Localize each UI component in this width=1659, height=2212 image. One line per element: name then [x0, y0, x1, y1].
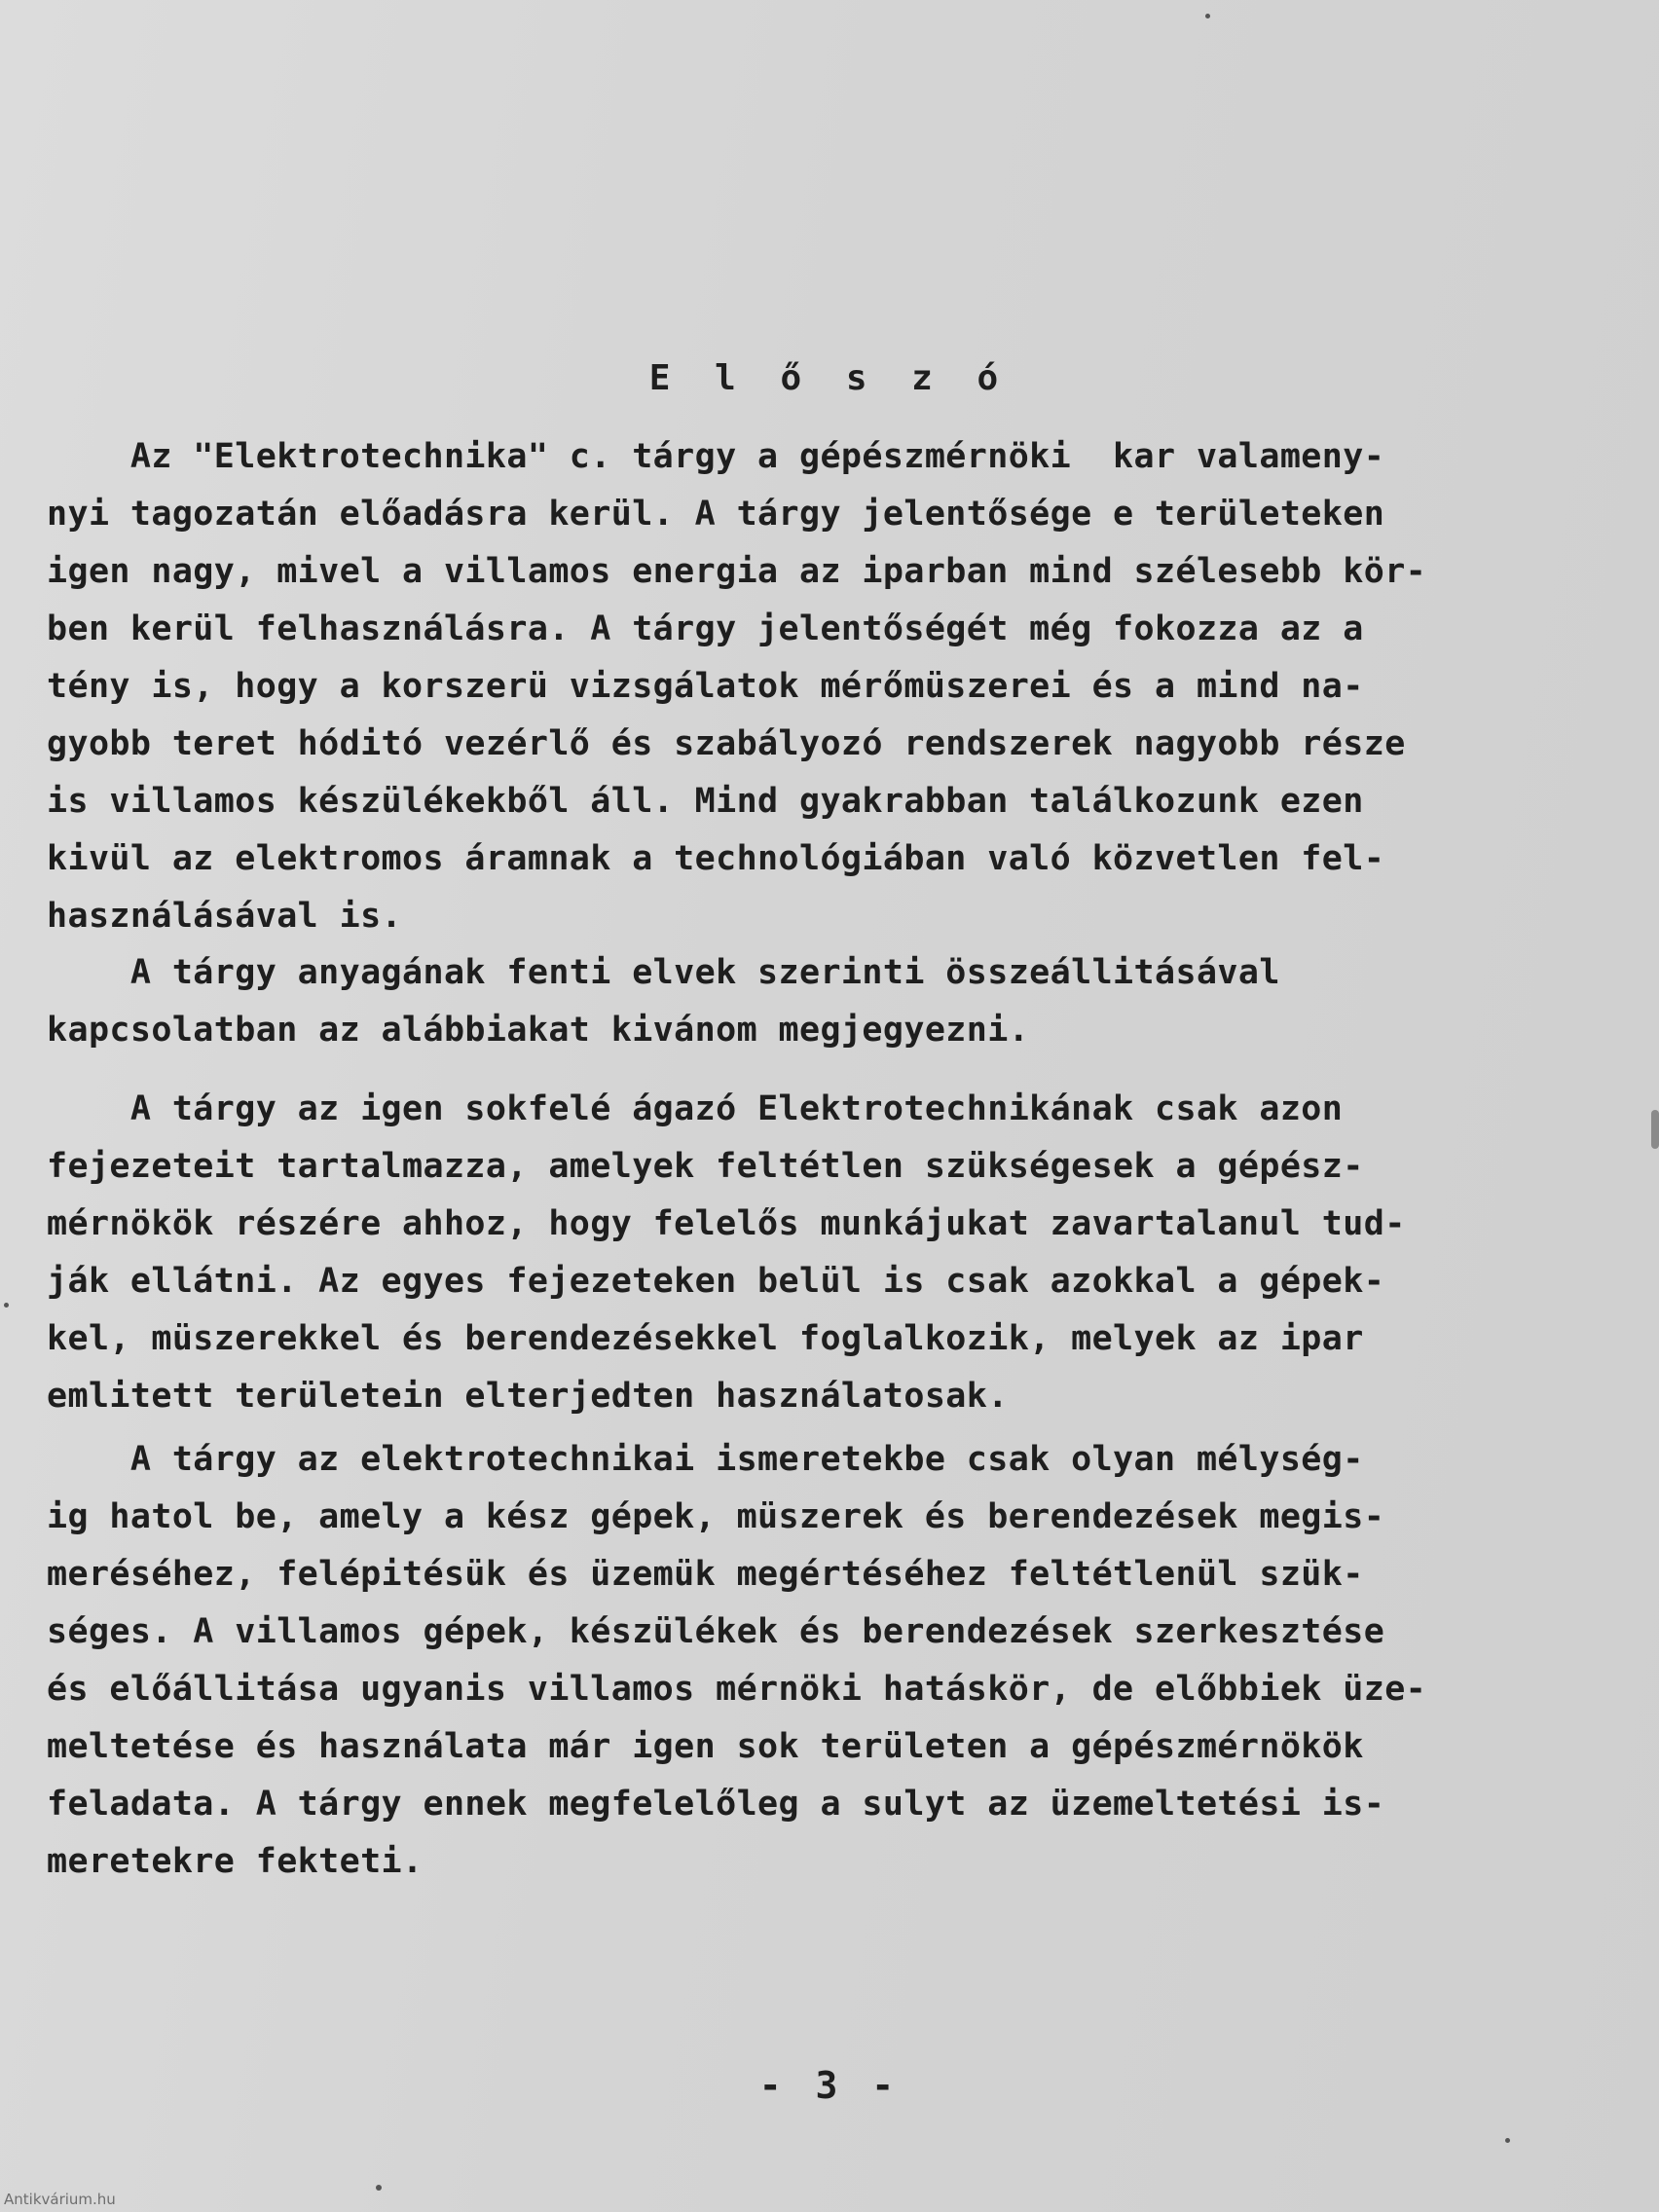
text-line: A tárgy anyagának fenti elvek szerinti összeállitásával [47, 953, 1280, 992]
text-line: nyi tagozatán előadásra kerül. A tárgy jelentősége e területeken [47, 495, 1385, 534]
watermark: Antikvárium.hu [4, 2191, 116, 2208]
dust-speck [4, 1303, 9, 1308]
text-line: ig hatol be, amely a kész gépek, müszerek és berendezések megis- [47, 1497, 1385, 1536]
text-line: Az "Elektrotechnika" c. tárgy a gépészmérnöki kar valameny- [47, 437, 1385, 476]
text-line: emlitett területein elterjedten használatosak. [47, 1377, 1009, 1416]
text-line: is villamos készülékekből áll. Mind gyakrabban találkozunk ezen [47, 782, 1364, 821]
page-number: - 3 - [758, 2064, 901, 2107]
text-line: kel, müszerekkel és berendezésekkel foglalkozik, melyek az ipar [47, 1319, 1364, 1358]
text-line: meretekre fekteti. [47, 1842, 424, 1881]
dust-speck [1651, 1110, 1659, 1149]
text-line: kapcsolatban az alábbiakat kivánom megjegyezni. [47, 1011, 1030, 1050]
text-line: meréséhez, felépitésük és üzemük megértéséhez feltétlenül szük- [47, 1555, 1364, 1594]
text-line: használásával is. [47, 897, 403, 936]
text-line: mérnökök részére ahhoz, hogy felelős munkájukat zavartalanul tud- [47, 1204, 1406, 1243]
text-line: tény is, hogy a korszerü vizsgálatok mérőmüszerei és a mind na- [47, 667, 1364, 706]
paragraph-1 [47, 428, 1604, 945]
text-line: meltetése és használata már igen sok területen a gépészmérnökök [47, 1727, 1364, 1766]
paragraph-4 [47, 1431, 1604, 1891]
text-line: A tárgy az igen sokfelé ágazó Elektrotechnikának csak azon [47, 1089, 1344, 1128]
paragraph-2 [47, 944, 1604, 1059]
text-line: igen nagy, mivel a villamos energia az iparban mind szélesebb kör- [47, 552, 1427, 591]
page-title: E l ő s z ó [648, 358, 1011, 398]
text-line: és előállitása ugyanis villamos mérnöki hatáskör, de előbbiek üze- [47, 1670, 1427, 1709]
text-line: gyobb teret hóditó vezérlő és szabályozó rendszerek nagyobb része [47, 724, 1406, 763]
text-line: séges. A villamos gépek, készülékek és berendezések szerkesztése [47, 1612, 1385, 1651]
paragraph-3 [47, 1081, 1604, 1425]
text-line: fejezeteit tartalmazza, amelyek feltétlen szükségesek a gépész- [47, 1147, 1364, 1186]
text-line: kivül az elektromos áramnak a technológiában való közvetlen fel- [47, 839, 1385, 878]
dust-speck [1505, 2138, 1510, 2143]
text-line: ben kerül felhasználásra. A tárgy jelentőségét még fokozza az a [47, 609, 1364, 648]
text-line: ják ellátni. Az egyes fejezeteken belül is csak azokkal a gépek- [47, 1262, 1385, 1301]
text-line: A tárgy az elektrotechnikai ismeretekbe csak olyan mélység- [47, 1440, 1364, 1479]
text-line: feladata. A tárgy ennek megfelelőleg a sulyt az üzemeltetési is- [47, 1785, 1385, 1824]
dust-speck [376, 2185, 382, 2191]
dust-speck [1205, 14, 1210, 18]
